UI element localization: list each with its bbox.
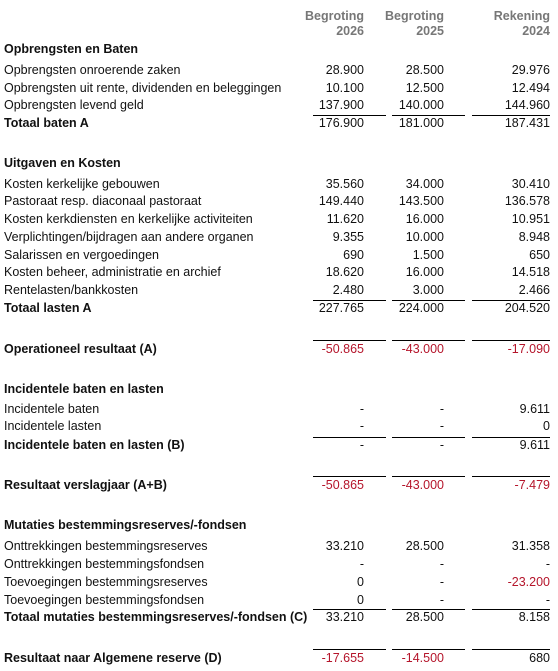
subtotal-rule bbox=[313, 437, 386, 438]
result-rule bbox=[472, 340, 550, 341]
value-cell: - bbox=[439, 593, 444, 607]
row-label: Toevoegingen bestemmingsfondsen bbox=[4, 593, 205, 607]
value-cell: 12.494 bbox=[511, 81, 550, 95]
col1-header-line1: Begroting bbox=[304, 9, 364, 23]
value-cell: 14.518 bbox=[511, 265, 550, 279]
value-cell: 16.000 bbox=[405, 265, 444, 279]
value-cell: 9.611 bbox=[519, 438, 550, 452]
value-cell: 12.500 bbox=[405, 81, 444, 95]
row-heading-label: Totaal baten A bbox=[4, 116, 89, 130]
result-rule bbox=[472, 649, 550, 650]
value-cell: 140.000 bbox=[398, 98, 444, 112]
value-cell: 137.900 bbox=[318, 98, 364, 112]
value-cell: 28.500 bbox=[405, 63, 444, 77]
result-rule bbox=[392, 476, 465, 477]
row-heading-label: Incidentele baten en lasten (B) bbox=[4, 438, 185, 452]
value-cell: -14.500 bbox=[401, 651, 444, 665]
value-cell: 2.480 bbox=[332, 283, 364, 297]
value-cell: - bbox=[545, 557, 550, 571]
row-label: Onttrekkingen bestemmingsreserves bbox=[4, 539, 208, 553]
value-cell: 224.000 bbox=[398, 301, 444, 315]
value-cell: 33.210 bbox=[325, 539, 364, 553]
value-cell: 176.900 bbox=[318, 116, 364, 130]
subtotal-rule bbox=[472, 300, 550, 301]
value-cell: 650 bbox=[529, 248, 550, 262]
row-label: Salarissen en vergoedingen bbox=[4, 248, 159, 262]
subtotal-rule bbox=[472, 609, 550, 610]
value-cell: 9.355 bbox=[332, 230, 364, 244]
value-cell: - bbox=[439, 557, 444, 571]
value-cell: 227.765 bbox=[318, 301, 364, 315]
result-rule bbox=[392, 649, 465, 650]
value-cell: 33.210 bbox=[325, 610, 364, 624]
value-cell: 35.560 bbox=[325, 177, 364, 191]
row-label: Opbrengsten uit rente, dividenden en beleggingen bbox=[4, 81, 282, 95]
row-label: Kosten kerkdiensten en kerkelijke activiteiten bbox=[4, 212, 253, 226]
value-cell: 10.951 bbox=[511, 212, 550, 226]
value-cell: - bbox=[359, 438, 364, 452]
value-cell: 28.500 bbox=[405, 610, 444, 624]
row-heading-label: Mutaties bestemmingsreserves/-fondsen bbox=[4, 518, 247, 532]
row-label: Pastoraat resp. diaconaal pastoraat bbox=[4, 194, 202, 208]
value-cell: -17.655 bbox=[321, 651, 364, 665]
value-cell: 30.410 bbox=[511, 177, 550, 191]
value-cell: - bbox=[545, 593, 550, 607]
col2-header-line1: Begroting bbox=[384, 9, 444, 23]
result-rule bbox=[472, 476, 550, 477]
value-cell: - bbox=[359, 557, 364, 571]
row-label: Verplichtingen/bijdragen aan andere organen bbox=[4, 230, 254, 244]
value-cell: - bbox=[439, 419, 444, 433]
value-cell: 136.578 bbox=[504, 194, 550, 208]
value-cell: - bbox=[359, 419, 364, 433]
value-cell: 690 bbox=[343, 248, 364, 262]
row-label: Toevoegingen bestemmingsreserves bbox=[4, 575, 208, 589]
value-cell: - bbox=[439, 438, 444, 452]
subtotal-rule bbox=[313, 609, 386, 610]
col3-header-line1: Rekening bbox=[493, 9, 550, 23]
subtotal-rule bbox=[392, 115, 465, 116]
row-heading-label: Totaal mutaties bestemmingsreserves/-fondsen (C) bbox=[4, 610, 308, 624]
value-cell: 143.500 bbox=[398, 194, 444, 208]
value-cell: 8.948 bbox=[518, 230, 550, 244]
row-heading-label: Totaal lasten A bbox=[4, 301, 92, 315]
row-label: Kosten beheer, administratie en archief bbox=[4, 265, 221, 279]
value-cell: -43.000 bbox=[401, 342, 444, 356]
value-cell: 34.000 bbox=[405, 177, 444, 191]
value-cell: 18.620 bbox=[325, 265, 364, 279]
value-cell: 204.520 bbox=[504, 301, 550, 315]
col2-header-line2: 2025 bbox=[416, 24, 444, 38]
row-heading-label: Resultaat verslagjaar (A+B) bbox=[4, 478, 167, 492]
value-cell: 28.500 bbox=[405, 539, 444, 553]
value-cell: -50.865 bbox=[321, 478, 364, 492]
value-cell: -23.200 bbox=[507, 575, 550, 589]
value-cell: 2.466 bbox=[518, 283, 550, 297]
result-rule bbox=[313, 649, 386, 650]
subtotal-rule bbox=[472, 437, 550, 438]
value-cell: 0 bbox=[543, 419, 550, 433]
value-cell: -50.865 bbox=[321, 342, 364, 356]
result-rule bbox=[313, 476, 386, 477]
subtotal-rule bbox=[313, 300, 386, 301]
row-heading-label: Incidentele baten en lasten bbox=[4, 382, 164, 396]
value-cell: -43.000 bbox=[401, 478, 444, 492]
value-cell: - bbox=[439, 402, 444, 416]
value-cell: 9.611 bbox=[519, 402, 550, 416]
row-heading-label: Operationeel resultaat (A) bbox=[4, 342, 157, 356]
value-cell: 0 bbox=[357, 593, 364, 607]
row-label: Onttrekkingen bestemmingsfondsen bbox=[4, 557, 205, 571]
value-cell: 680 bbox=[529, 651, 550, 665]
row-label: Opbrengsten onroerende zaken bbox=[4, 63, 181, 77]
value-cell: - bbox=[359, 402, 364, 416]
value-cell: -17.090 bbox=[507, 342, 550, 356]
value-cell: 16.000 bbox=[405, 212, 444, 226]
row-label: Kosten kerkelijke gebouwen bbox=[4, 177, 160, 191]
subtotal-rule bbox=[472, 115, 550, 116]
value-cell: 149.440 bbox=[318, 194, 364, 208]
row-heading-label: Uitgaven en Kosten bbox=[4, 156, 121, 170]
value-cell: -7.479 bbox=[514, 478, 550, 492]
subtotal-rule bbox=[392, 609, 465, 610]
subtotal-rule bbox=[392, 300, 465, 301]
row-label: Rentelasten/bankkosten bbox=[4, 283, 139, 297]
result-rule bbox=[313, 340, 386, 341]
col3-header-line2: 2024 bbox=[522, 24, 550, 38]
row-heading-label: Opbrengsten en Baten bbox=[4, 42, 139, 56]
value-cell: 144.960 bbox=[504, 98, 550, 112]
value-cell: 181.000 bbox=[398, 116, 444, 130]
row-label: Incidentele baten bbox=[4, 402, 100, 416]
value-cell: 29.976 bbox=[511, 63, 550, 77]
value-cell: 0 bbox=[357, 575, 364, 589]
value-cell: - bbox=[439, 575, 444, 589]
value-cell: 28.900 bbox=[325, 63, 364, 77]
value-cell: 8.158 bbox=[518, 610, 550, 624]
value-cell: 31.358 bbox=[511, 539, 550, 553]
result-rule bbox=[392, 340, 465, 341]
value-cell: 187.431 bbox=[504, 116, 550, 130]
subtotal-rule bbox=[392, 437, 465, 438]
value-cell: 10.000 bbox=[405, 230, 444, 244]
row-label: Opbrengsten levend geld bbox=[4, 98, 144, 112]
value-cell: 11.620 bbox=[326, 212, 364, 226]
subtotal-rule bbox=[313, 115, 386, 116]
value-cell: 10.100 bbox=[325, 81, 364, 95]
row-heading-label: Resultaat naar Algemene reserve (D) bbox=[4, 651, 222, 665]
row-label: Incidentele lasten bbox=[4, 419, 102, 433]
value-cell: 1.500 bbox=[412, 248, 444, 262]
value-cell: 3.000 bbox=[412, 283, 444, 297]
col1-header-line2: 2026 bbox=[336, 24, 364, 38]
